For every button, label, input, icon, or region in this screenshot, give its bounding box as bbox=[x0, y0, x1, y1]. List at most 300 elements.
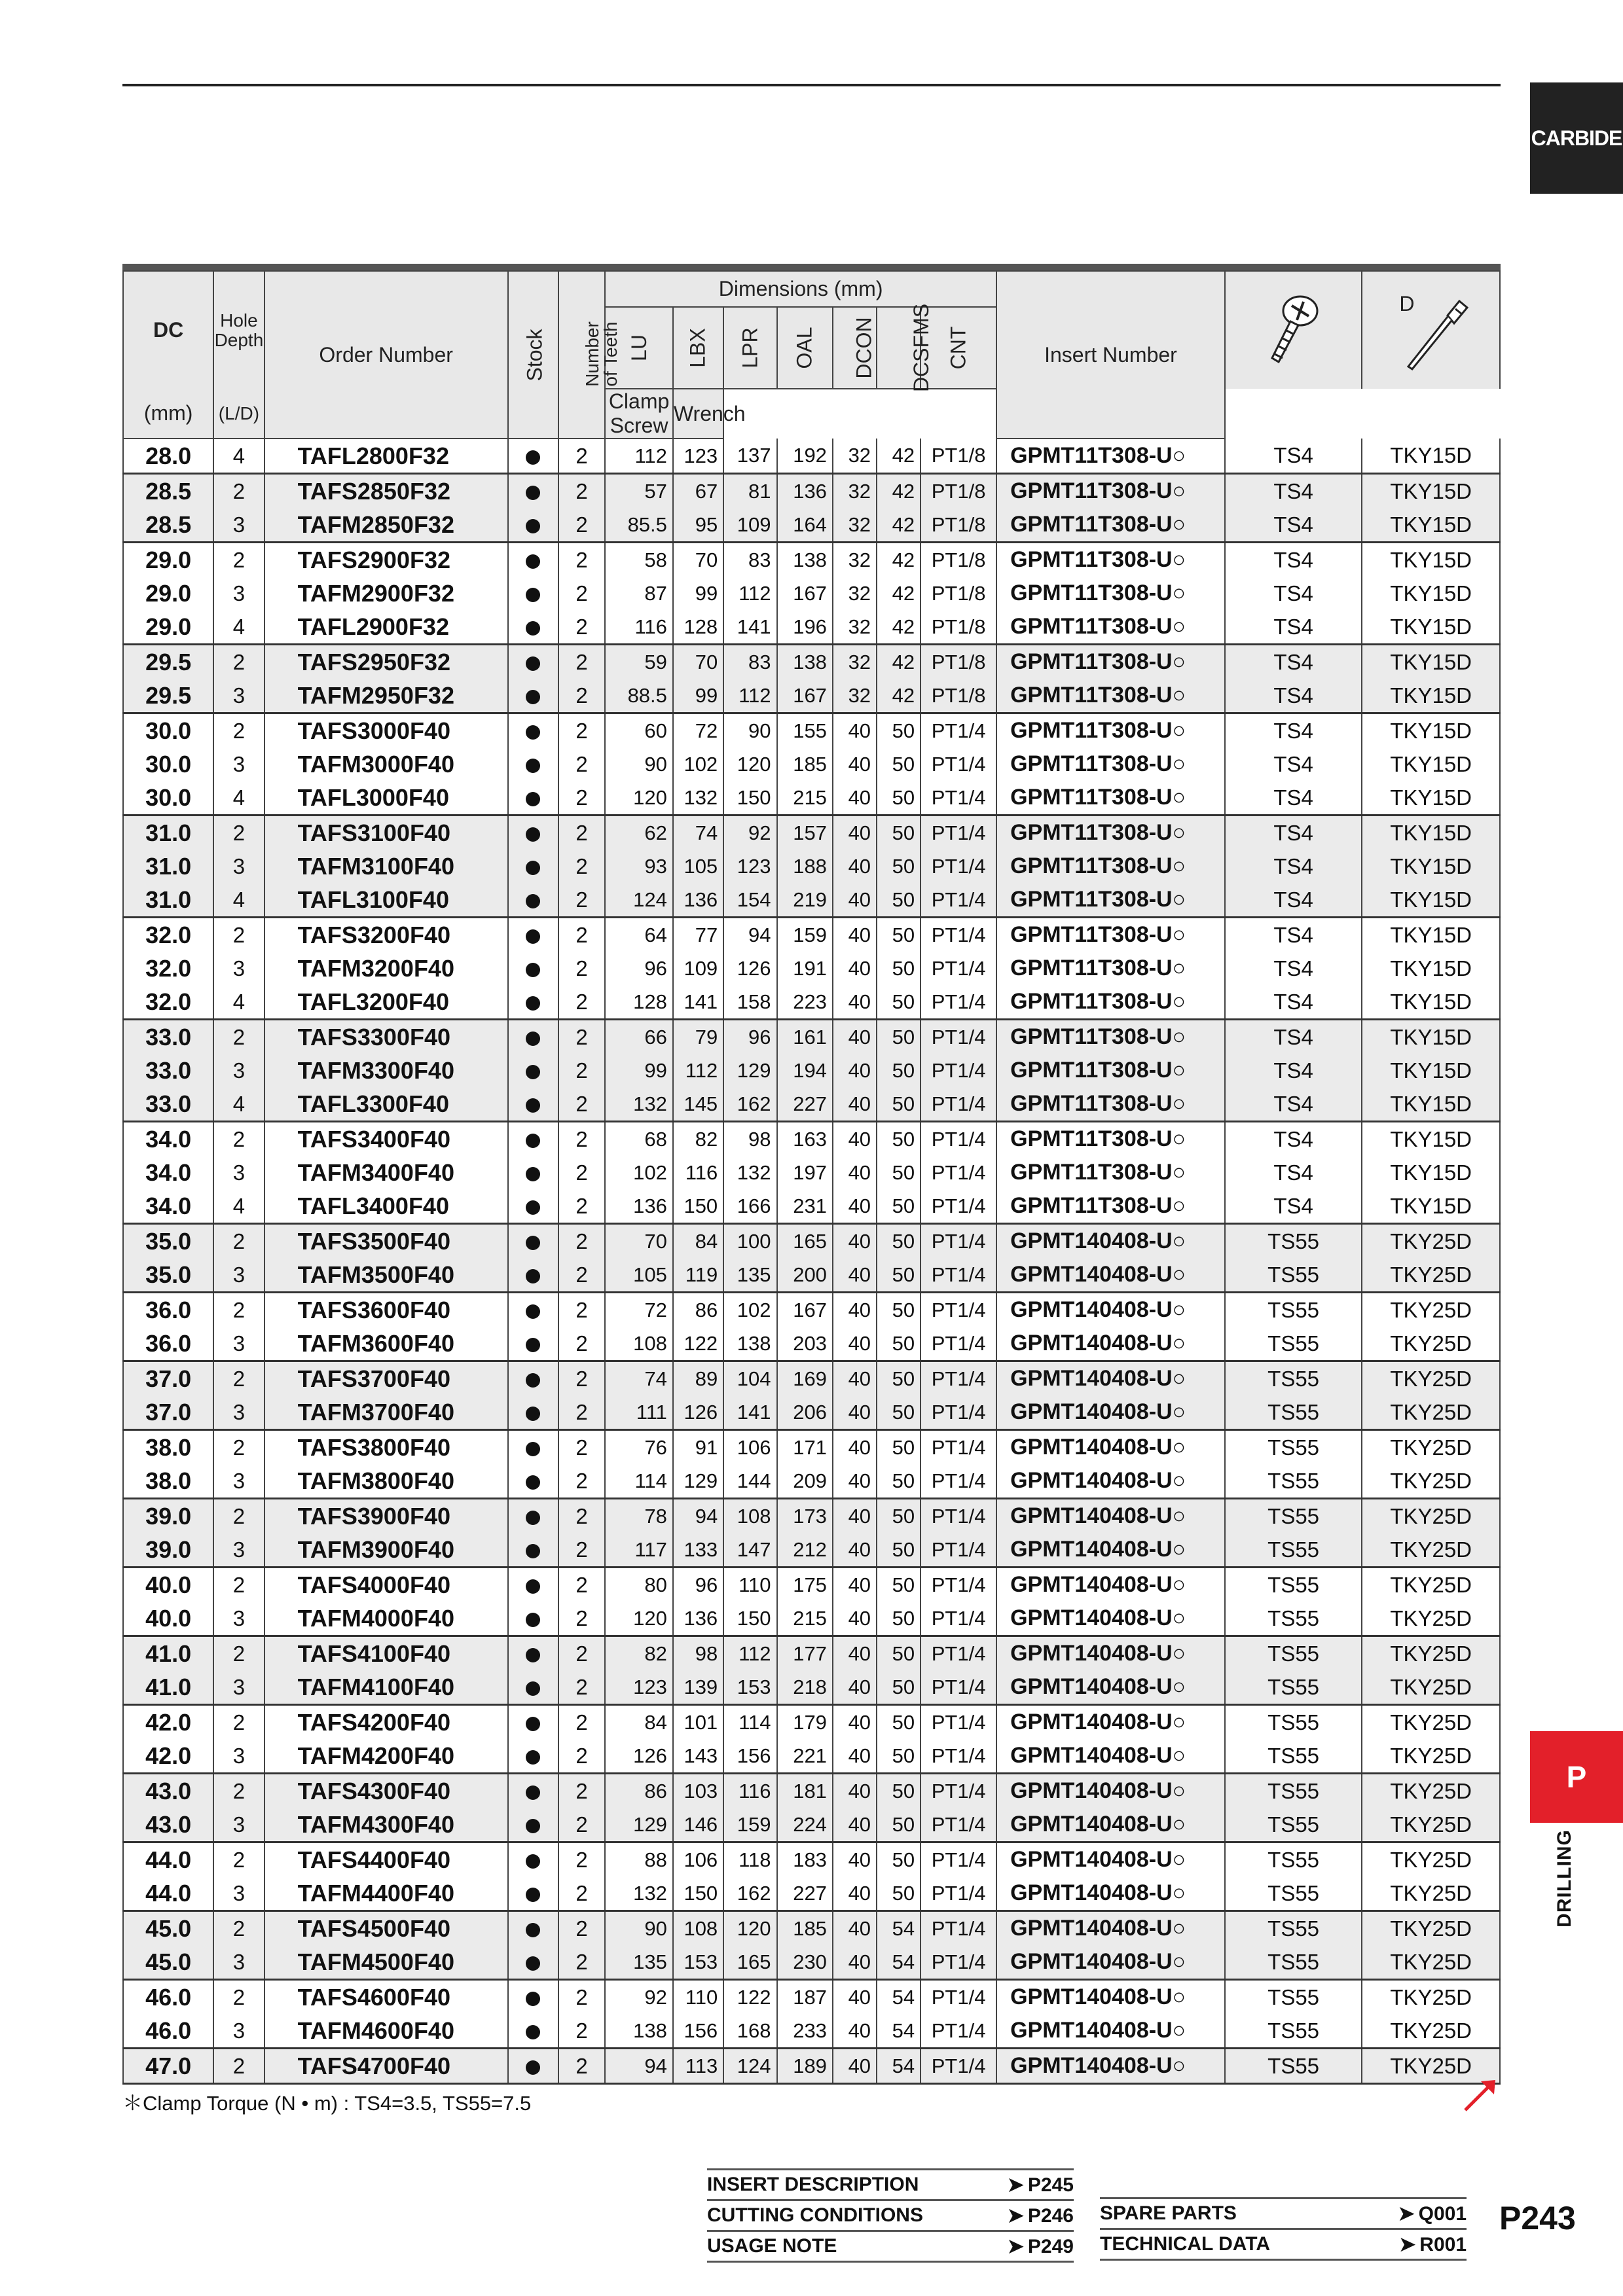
cell-order: TAFS3600F40 bbox=[264, 1293, 508, 1327]
cell-wrench: TKY25D bbox=[1362, 1945, 1500, 1980]
cell-dcon: 32 bbox=[833, 508, 877, 543]
cell-screw: TS4 bbox=[1225, 610, 1362, 645]
cell-lpr: 83 bbox=[723, 543, 776, 577]
table-row bbox=[123, 543, 1500, 577]
stock-available-icon bbox=[526, 1579, 540, 1594]
cell-teeth: 2 bbox=[558, 1602, 605, 1636]
reference-link[interactable]: INSERT DESCRIPTION ➤ P245 bbox=[707, 2168, 1074, 2199]
cell-lbx: 105 bbox=[673, 850, 723, 883]
cell-insert: GPMT11T308-U○ bbox=[996, 1020, 1225, 1054]
cell-screw: TS4 bbox=[1225, 508, 1362, 543]
cell-order: TAFL3100F40 bbox=[264, 883, 508, 918]
cell-wrench: TKY25D bbox=[1362, 1808, 1500, 1842]
cell-ld: 3 bbox=[213, 1533, 264, 1568]
stock-dot-icon bbox=[508, 2049, 558, 2084]
cell-dc: 45.0 bbox=[123, 1945, 213, 1980]
cell-lu: 93 bbox=[605, 850, 673, 883]
cell-dc: 38.0 bbox=[123, 1464, 213, 1499]
cell-dcon: 40 bbox=[833, 1842, 877, 1877]
cell-lu: 85.5 bbox=[605, 508, 673, 543]
stock-dot-icon bbox=[508, 985, 558, 1020]
cell-cnt: PT1/4 bbox=[921, 1705, 996, 1740]
cell-screw: TS55 bbox=[1225, 1568, 1362, 1602]
cell-ld: 2 bbox=[213, 1361, 264, 1396]
col-dcon: DCON bbox=[833, 307, 877, 389]
cell-lbx: 96 bbox=[673, 1568, 723, 1602]
cell-order: TAFL3400F40 bbox=[264, 1189, 508, 1224]
cell-lpr: 165 bbox=[723, 1945, 776, 1980]
cell-ld: 3 bbox=[213, 747, 264, 781]
cell-lpr: 141 bbox=[723, 610, 776, 645]
cell-oal: 189 bbox=[777, 2049, 833, 2084]
cell-dcon: 40 bbox=[833, 1327, 877, 1361]
cell-lpr: 112 bbox=[723, 679, 776, 713]
reference-link[interactable]: USAGE NOTE ➤ P249 bbox=[707, 2230, 1074, 2263]
cell-oal: 167 bbox=[777, 577, 833, 610]
cell-order: TAFS3300F40 bbox=[264, 1020, 508, 1054]
cell-lbx: 110 bbox=[673, 1980, 723, 2015]
cell-dc: 34.0 bbox=[123, 1122, 213, 1157]
cell-teeth: 2 bbox=[558, 1670, 605, 1705]
stock-available-icon bbox=[526, 1648, 540, 1662]
cell-wrench: TKY25D bbox=[1362, 2014, 1500, 2049]
cell-oal: 181 bbox=[777, 1774, 833, 1808]
cell-lu: 60 bbox=[605, 713, 673, 748]
cell-insert: GPMT11T308-U○ bbox=[996, 508, 1225, 543]
cell-lbx: 102 bbox=[673, 747, 723, 781]
cell-cnt: PT1/8 bbox=[921, 610, 996, 645]
cell-oal: 167 bbox=[777, 679, 833, 713]
stock-dot-icon bbox=[508, 1808, 558, 1842]
category-tab-carbide[interactable]: CARBIDE bbox=[1530, 82, 1623, 194]
cell-ld: 4 bbox=[213, 610, 264, 645]
cell-wrench: TKY15D bbox=[1362, 679, 1500, 713]
cell-lu: 72 bbox=[605, 1293, 673, 1327]
screw-icon bbox=[1225, 271, 1362, 389]
cell-ld: 2 bbox=[213, 1568, 264, 1602]
cell-lbx: 86 bbox=[673, 1293, 723, 1327]
cell-cnt: PT1/4 bbox=[921, 1911, 996, 1946]
cell-lu: 88 bbox=[605, 1842, 673, 1877]
cell-dcsfms: 50 bbox=[877, 1156, 921, 1189]
cell-lpr: 114 bbox=[723, 1705, 776, 1740]
cell-order: TAFM2950F32 bbox=[264, 679, 508, 713]
cell-teeth: 2 bbox=[558, 918, 605, 952]
cell-dc: 30.0 bbox=[123, 781, 213, 816]
cell-dc: 34.0 bbox=[123, 1189, 213, 1224]
cell-dcon: 40 bbox=[833, 1293, 877, 1327]
cell-lu: 128 bbox=[605, 985, 673, 1020]
stock-available-icon bbox=[526, 554, 540, 569]
cell-oal: 200 bbox=[777, 1258, 833, 1293]
cell-ld: 2 bbox=[213, 1293, 264, 1327]
cell-dc: 33.0 bbox=[123, 1087, 213, 1122]
cell-lu: 90 bbox=[605, 747, 673, 781]
cell-lbx: 156 bbox=[673, 2014, 723, 2049]
cell-dcon: 40 bbox=[833, 2049, 877, 2084]
cell-wrench: TKY25D bbox=[1362, 1293, 1500, 1327]
cell-lu: 124 bbox=[605, 883, 673, 918]
cell-dcon: 32 bbox=[833, 645, 877, 679]
cell-dcon: 40 bbox=[833, 1636, 877, 1671]
cell-oal: 159 bbox=[777, 918, 833, 952]
cell-lpr: 124 bbox=[723, 2049, 776, 2084]
col-wrench: Wrench bbox=[673, 389, 723, 439]
stock-available-icon bbox=[526, 1031, 540, 1046]
cell-order: TAFS3100F40 bbox=[264, 816, 508, 850]
cell-wrench: TKY25D bbox=[1362, 1361, 1500, 1396]
cell-dcsfms: 50 bbox=[877, 1602, 921, 1636]
section-tab-p[interactable]: P bbox=[1530, 1731, 1623, 1823]
cell-dcsfms: 50 bbox=[877, 1533, 921, 1568]
cell-order: TAFS4400F40 bbox=[264, 1842, 508, 1877]
stock-dot-icon bbox=[508, 1911, 558, 1946]
cell-lu: 116 bbox=[605, 610, 673, 645]
cell-insert: GPMT11T308-U○ bbox=[996, 713, 1225, 748]
cell-cnt: PT1/4 bbox=[921, 1395, 996, 1430]
cell-dc: 46.0 bbox=[123, 1980, 213, 2015]
cell-ld: 2 bbox=[213, 918, 264, 952]
cell-screw: TS55 bbox=[1225, 1430, 1362, 1465]
cell-insert: GPMT140408-U○ bbox=[996, 1808, 1225, 1842]
table-row bbox=[123, 1670, 1500, 1705]
cell-dcon: 40 bbox=[833, 1361, 877, 1396]
reference-link[interactable]: TECHNICAL DATA ➤ R001 bbox=[1100, 2228, 1467, 2261]
cell-lu: 86 bbox=[605, 1774, 673, 1808]
cell-ld: 2 bbox=[213, 1911, 264, 1946]
stock-available-icon bbox=[526, 1373, 540, 1388]
stock-available-icon bbox=[526, 450, 540, 465]
cell-oal: 231 bbox=[777, 1189, 833, 1224]
cell-ld: 3 bbox=[213, 1808, 264, 1842]
stock-available-icon bbox=[526, 690, 540, 704]
cell-dcon: 40 bbox=[833, 1258, 877, 1293]
stock-dot-icon bbox=[508, 1945, 558, 1980]
cell-lpr: 159 bbox=[723, 1808, 776, 1842]
cell-wrench: TKY15D bbox=[1362, 781, 1500, 816]
table-row bbox=[123, 747, 1500, 781]
cell-lpr: 120 bbox=[723, 1911, 776, 1946]
cell-teeth: 2 bbox=[558, 1636, 605, 1671]
stock-dot-icon bbox=[508, 747, 558, 781]
cell-dcsfms: 54 bbox=[877, 1980, 921, 2015]
cell-lbx: 128 bbox=[673, 610, 723, 645]
cell-teeth: 2 bbox=[558, 577, 605, 610]
cell-ld: 2 bbox=[213, 2049, 264, 2084]
stock-dot-icon bbox=[508, 1499, 558, 1534]
cell-lpr: 150 bbox=[723, 781, 776, 816]
cell-teeth: 2 bbox=[558, 610, 605, 645]
cell-lu: 87 bbox=[605, 577, 673, 610]
cell-teeth: 2 bbox=[558, 1945, 605, 1980]
cell-insert: GPMT11T308-U○ bbox=[996, 952, 1225, 985]
cell-lu: 78 bbox=[605, 1499, 673, 1534]
cell-wrench: TKY25D bbox=[1362, 2049, 1500, 2084]
cell-dcsfms: 42 bbox=[877, 474, 921, 509]
cell-teeth: 2 bbox=[558, 1739, 605, 1774]
stock-available-icon bbox=[526, 1269, 540, 1283]
cell-insert: GPMT11T308-U○ bbox=[996, 1054, 1225, 1087]
cell-teeth: 2 bbox=[558, 1122, 605, 1157]
cell-teeth: 2 bbox=[558, 1156, 605, 1189]
cell-dcon: 32 bbox=[833, 679, 877, 713]
cell-dc: 36.0 bbox=[123, 1293, 213, 1327]
cell-dc: 46.0 bbox=[123, 2014, 213, 2049]
table-row bbox=[123, 2049, 1500, 2084]
stock-available-icon bbox=[526, 486, 540, 500]
cell-lbx: 94 bbox=[673, 1499, 723, 1534]
cell-lbx: 112 bbox=[673, 1054, 723, 1087]
cell-ld: 3 bbox=[213, 679, 264, 713]
cell-dcon: 40 bbox=[833, 1876, 877, 1911]
cell-cnt: PT1/4 bbox=[921, 1430, 996, 1465]
cell-ld: 2 bbox=[213, 474, 264, 509]
cell-ld: 2 bbox=[213, 713, 264, 748]
cell-oal: 169 bbox=[777, 1361, 833, 1396]
cell-insert: GPMT11T308-U○ bbox=[996, 610, 1225, 645]
stock-available-icon bbox=[526, 725, 540, 740]
table-row bbox=[123, 850, 1500, 883]
cell-dc: 38.0 bbox=[123, 1430, 213, 1465]
stock-dot-icon bbox=[508, 1122, 558, 1157]
cell-screw: TS55 bbox=[1225, 1808, 1362, 1842]
cell-wrench: TKY25D bbox=[1362, 1533, 1500, 1568]
cell-oal: 219 bbox=[777, 883, 833, 918]
col-dc: DC bbox=[123, 271, 213, 389]
cell-ld: 4 bbox=[213, 883, 264, 918]
cell-ld: 3 bbox=[213, 2014, 264, 2049]
cell-screw: TS55 bbox=[1225, 1670, 1362, 1705]
cell-wrench: TKY15D bbox=[1362, 713, 1500, 748]
stock-dot-icon bbox=[508, 1739, 558, 1774]
cell-ld: 3 bbox=[213, 1670, 264, 1705]
cell-teeth: 2 bbox=[558, 645, 605, 679]
cell-dcon: 40 bbox=[833, 1087, 877, 1122]
cell-insert: GPMT11T308-U○ bbox=[996, 1087, 1225, 1122]
cell-wrench: TKY25D bbox=[1362, 1395, 1500, 1430]
cell-order: TAFM4500F40 bbox=[264, 1945, 508, 1980]
cell-teeth: 2 bbox=[558, 850, 605, 883]
col-hole-depth-unit: (L/D) bbox=[213, 389, 264, 439]
cell-cnt: PT1/4 bbox=[921, 1670, 996, 1705]
cell-wrench: TKY15D bbox=[1362, 508, 1500, 543]
top-rule bbox=[122, 84, 1501, 86]
cell-lbx: 99 bbox=[673, 679, 723, 713]
cell-screw: TS4 bbox=[1225, 713, 1362, 748]
cell-lpr: 154 bbox=[723, 883, 776, 918]
cell-cnt: PT1/4 bbox=[921, 747, 996, 781]
cell-wrench: TKY15D bbox=[1362, 747, 1500, 781]
section-label-drilling bbox=[1545, 1829, 1584, 1928]
cell-dcsfms: 50 bbox=[877, 1464, 921, 1499]
cell-wrench: TKY15D bbox=[1362, 577, 1500, 610]
cell-ld: 2 bbox=[213, 1636, 264, 1671]
cell-wrench: TKY25D bbox=[1362, 1499, 1500, 1534]
arrow-right-icon: ➤ bbox=[1399, 2233, 1416, 2255]
arrow-icon[interactable] bbox=[1461, 2075, 1501, 2114]
cell-lpr: 81 bbox=[723, 474, 776, 509]
cell-lu: 59 bbox=[605, 645, 673, 679]
table-row bbox=[123, 1636, 1500, 1671]
cell-ld: 3 bbox=[213, 1945, 264, 1980]
cell-dcsfms: 50 bbox=[877, 883, 921, 918]
cell-insert: GPMT140408-U○ bbox=[996, 1876, 1225, 1911]
cell-lbx: 99 bbox=[673, 577, 723, 610]
cell-lu: 126 bbox=[605, 1739, 673, 1774]
stock-dot-icon bbox=[508, 1568, 558, 1602]
stock-dot-icon bbox=[508, 1705, 558, 1740]
cell-insert: GPMT140408-U○ bbox=[996, 1568, 1225, 1602]
table-row bbox=[123, 883, 1500, 918]
cell-wrench: TKY25D bbox=[1362, 1980, 1500, 2015]
stock-dot-icon bbox=[508, 883, 558, 918]
cell-lpr: 120 bbox=[723, 747, 776, 781]
cell-order: TAFS4100F40 bbox=[264, 1636, 508, 1671]
cell-wrench: TKY15D bbox=[1362, 1189, 1500, 1224]
cell-screw: TS55 bbox=[1225, 1636, 1362, 1671]
cell-teeth: 2 bbox=[558, 1499, 605, 1534]
cell-screw: TS55 bbox=[1225, 1293, 1362, 1327]
cell-dc: 30.0 bbox=[123, 713, 213, 748]
cell-dc: 42.0 bbox=[123, 1739, 213, 1774]
cell-lbx: 116 bbox=[673, 1156, 723, 1189]
cell-dcon: 40 bbox=[833, 1020, 877, 1054]
cell-order: TAFM3600F40 bbox=[264, 1327, 508, 1361]
stock-available-icon bbox=[526, 1750, 540, 1765]
cell-dcsfms: 50 bbox=[877, 816, 921, 850]
cell-lpr: 137 bbox=[723, 439, 776, 474]
cell-oal: 136 bbox=[777, 474, 833, 509]
cell-dcon: 40 bbox=[833, 1568, 877, 1602]
cell-cnt: PT1/4 bbox=[921, 1464, 996, 1499]
reference-link[interactable]: CUTTING CONDITIONS ➤ P246 bbox=[707, 2199, 1074, 2230]
cell-wrench: TKY15D bbox=[1362, 952, 1500, 985]
table-row bbox=[123, 1224, 1500, 1259]
cell-screw: TS4 bbox=[1225, 1054, 1362, 1087]
cell-cnt: PT1/4 bbox=[921, 816, 996, 850]
cell-insert: GPMT11T308-U○ bbox=[996, 747, 1225, 781]
cell-dcon: 32 bbox=[833, 439, 877, 474]
stock-available-icon bbox=[526, 1992, 540, 2006]
cell-dcon: 40 bbox=[833, 1670, 877, 1705]
cell-lu: 114 bbox=[605, 1464, 673, 1499]
cell-dc: 32.0 bbox=[123, 918, 213, 952]
cell-teeth: 2 bbox=[558, 1258, 605, 1293]
cell-insert: GPMT11T308-U○ bbox=[996, 1122, 1225, 1157]
cell-order: TAFL3000F40 bbox=[264, 781, 508, 816]
cell-screw: TS55 bbox=[1225, 1602, 1362, 1636]
cell-dc: 29.0 bbox=[123, 543, 213, 577]
cell-lu: 94 bbox=[605, 2049, 673, 2084]
cell-dcon: 40 bbox=[833, 883, 877, 918]
cell-dcsfms: 50 bbox=[877, 1293, 921, 1327]
reference-link[interactable]: SPARE PARTS ➤ Q001 bbox=[1100, 2197, 1467, 2228]
stock-dot-icon bbox=[508, 645, 558, 679]
cell-cnt: PT1/4 bbox=[921, 1189, 996, 1224]
cell-ld: 2 bbox=[213, 1842, 264, 1877]
cell-insert: GPMT140408-U○ bbox=[996, 1258, 1225, 1293]
cell-lbx: 153 bbox=[673, 1945, 723, 1980]
table-row bbox=[123, 1054, 1500, 1087]
cell-ld: 2 bbox=[213, 645, 264, 679]
stock-dot-icon bbox=[508, 1774, 558, 1808]
table-row bbox=[123, 1156, 1500, 1189]
cell-order: TAFL2900F32 bbox=[264, 610, 508, 645]
cell-order: TAFM2900F32 bbox=[264, 577, 508, 610]
cell-teeth: 2 bbox=[558, 1568, 605, 1602]
col-teeth: Number of Teeth bbox=[558, 271, 605, 439]
cell-dcon: 40 bbox=[833, 1980, 877, 2015]
cell-order: TAFS2950F32 bbox=[264, 645, 508, 679]
cell-teeth: 2 bbox=[558, 1980, 605, 2015]
cell-insert: GPMT140408-U○ bbox=[996, 1361, 1225, 1396]
cell-order: TAFS4000F40 bbox=[264, 1568, 508, 1602]
cell-teeth: 2 bbox=[558, 952, 605, 985]
cell-teeth: 2 bbox=[558, 1327, 605, 1361]
cell-dc: 42.0 bbox=[123, 1705, 213, 1740]
cell-dcsfms: 50 bbox=[877, 918, 921, 952]
cell-order: TAFM4300F40 bbox=[264, 1808, 508, 1842]
cell-dcon: 40 bbox=[833, 850, 877, 883]
cell-insert: GPMT11T308-U○ bbox=[996, 985, 1225, 1020]
cell-lpr: 98 bbox=[723, 1122, 776, 1157]
stock-dot-icon bbox=[508, 1430, 558, 1465]
cell-lu: 57 bbox=[605, 474, 673, 509]
cell-insert: GPMT11T308-U○ bbox=[996, 816, 1225, 850]
cell-dcsfms: 50 bbox=[877, 1670, 921, 1705]
cell-wrench: TKY25D bbox=[1362, 1430, 1500, 1465]
cell-screw: TS4 bbox=[1225, 1020, 1362, 1054]
cell-dcon: 40 bbox=[833, 1430, 877, 1465]
cell-dc: 31.0 bbox=[123, 850, 213, 883]
cell-oal: 233 bbox=[777, 2014, 833, 2049]
table-row bbox=[123, 1533, 1500, 1568]
cell-insert: GPMT140408-U○ bbox=[996, 1980, 1225, 2015]
cell-teeth: 2 bbox=[558, 781, 605, 816]
table-row bbox=[123, 1739, 1500, 1774]
cell-ld: 2 bbox=[213, 1499, 264, 1534]
cell-cnt: PT1/4 bbox=[921, 1087, 996, 1122]
cell-dcsfms: 50 bbox=[877, 952, 921, 985]
stock-available-icon bbox=[526, 1888, 540, 1902]
cell-oal: 165 bbox=[777, 1224, 833, 1259]
table-row bbox=[123, 439, 1500, 474]
cell-wrench: TKY25D bbox=[1362, 1739, 1500, 1774]
table-row bbox=[123, 1464, 1500, 1499]
cell-dc: 28.5 bbox=[123, 508, 213, 543]
table-row bbox=[123, 577, 1500, 610]
stock-available-icon bbox=[526, 929, 540, 944]
cell-screw: TS4 bbox=[1225, 781, 1362, 816]
stock-dot-icon bbox=[508, 1224, 558, 1259]
cell-dc: 43.0 bbox=[123, 1774, 213, 1808]
cell-order: TAFM2850F32 bbox=[264, 508, 508, 543]
cell-lbx: 79 bbox=[673, 1020, 723, 1054]
cell-ld: 4 bbox=[213, 1087, 264, 1122]
cell-lpr: 90 bbox=[723, 713, 776, 748]
cell-dcsfms: 50 bbox=[877, 1774, 921, 1808]
cell-dcon: 40 bbox=[833, 1911, 877, 1946]
cell-ld: 4 bbox=[213, 439, 264, 474]
stock-available-icon bbox=[526, 1717, 540, 1731]
cell-oal: 218 bbox=[777, 1670, 833, 1705]
cell-lbx: 122 bbox=[673, 1327, 723, 1361]
cell-ld: 3 bbox=[213, 508, 264, 543]
cell-dcsfms: 42 bbox=[877, 577, 921, 610]
cell-insert: GPMT140408-U○ bbox=[996, 1293, 1225, 1327]
cell-dcsfms: 50 bbox=[877, 1361, 921, 1396]
cell-cnt: PT1/8 bbox=[921, 645, 996, 679]
